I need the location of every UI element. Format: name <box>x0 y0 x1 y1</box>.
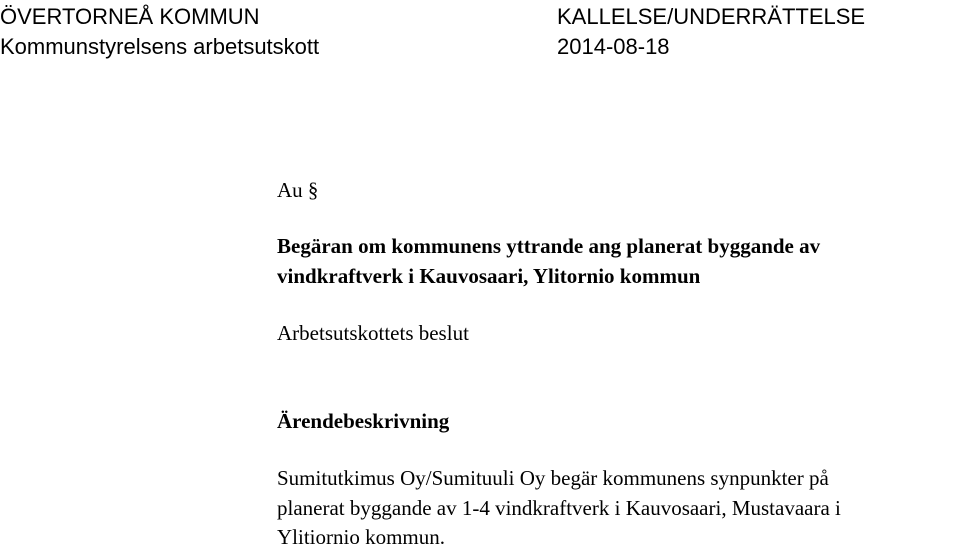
description-line-2: planerat byggande av 1-4 vindkraftverk i Kauvosaari, Mustavaara i <box>277 496 841 520</box>
municipality-name: ÖVERTORNEÅ KOMMUN <box>0 4 260 29</box>
description-line-3: Ylitiornio kommun. <box>277 525 445 549</box>
document-date: 2014-08-18 <box>557 34 670 59</box>
section-reference: Au § <box>277 178 319 202</box>
committee-name: Kommunstyrelsens arbetsutskott <box>0 34 320 59</box>
item-title-line-1: Begäran om kommunens yttrande ang planerat byggande av <box>277 234 821 258</box>
description-heading: Ärendebeskrivning <box>277 409 450 433</box>
document-type: KALLELSE/UNDERRÄTTELSE <box>557 4 866 29</box>
decision-heading: Arbetsutskottets beslut <box>277 321 469 345</box>
description-line-1: Sumitutkimus Oy/Sumituuli Oy begär kommunens synpunkter på <box>277 466 829 490</box>
item-title-line-2: vindkraftverk i Kauvosaari, Ylitornio kommun <box>277 264 701 288</box>
